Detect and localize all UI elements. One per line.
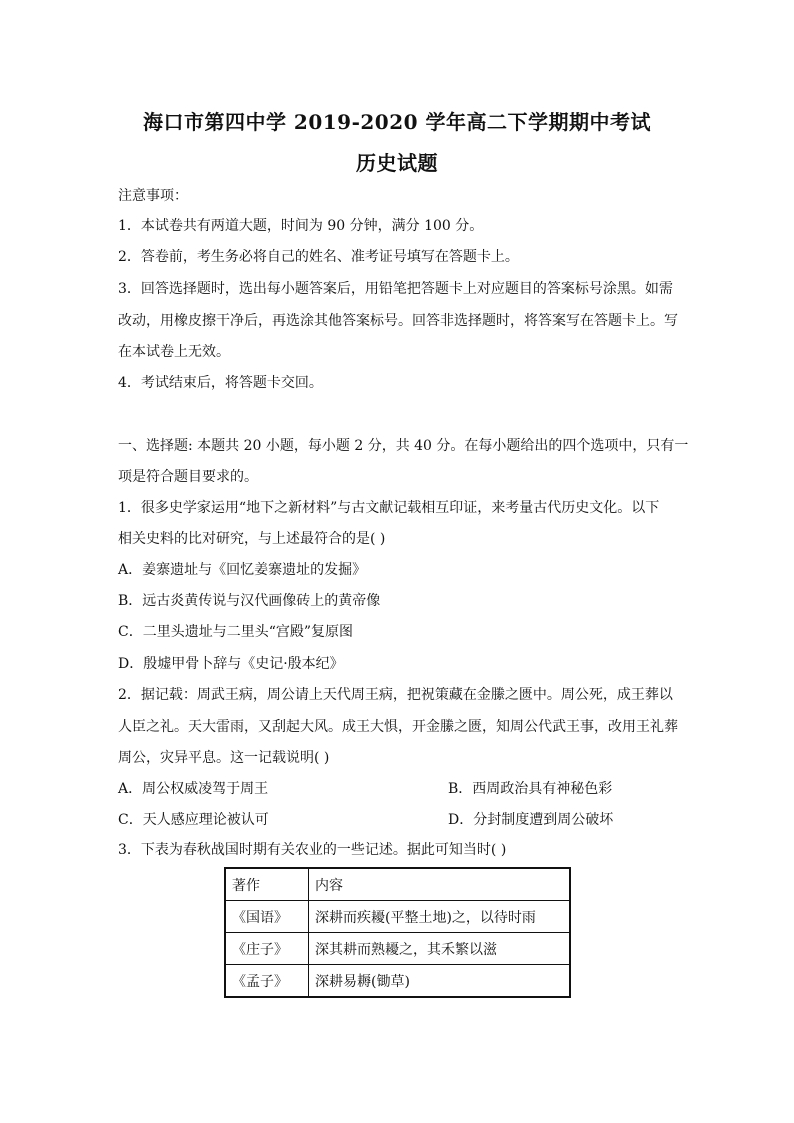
notice-item: 在本试卷上无效。 bbox=[118, 344, 230, 360]
exam-subtitle: 历史试题 bbox=[356, 151, 438, 175]
table-cell: 《孟子》 bbox=[225, 965, 309, 998]
agriculture-records-table bbox=[224, 867, 571, 998]
question-1-option-b: B．远古炎黄传说与汉代画像砖上的黄帝像 bbox=[118, 593, 381, 609]
question-1-option-d: D．殷墟甲骨卜辞与《史记·殷本纪》 bbox=[118, 656, 344, 672]
table-cell: 《庄子》 bbox=[225, 933, 309, 965]
question-1-stem-cont: 相关史料的比对研究，与上述最符合的是( ) bbox=[118, 531, 386, 547]
question-2-option-c: C．天人感应理论被认可 bbox=[118, 812, 269, 828]
notice-item: 3．回答选择题时，选出每小题答案后，用铅笔把答题卡上对应题目的答案标号涂黑。如需 bbox=[118, 281, 673, 297]
table-cell: 深耕易耨(锄草) bbox=[309, 965, 571, 998]
question-2-option-b: B．西周政治具有神秘色彩 bbox=[448, 781, 613, 797]
table-cell: 《国语》 bbox=[225, 901, 309, 933]
question-2-stem-cont: 人臣之礼。天大雷雨，又刮起大风。成王大惧，开金縢之匮，知周公代武王事，改用王礼葬 bbox=[118, 719, 678, 735]
notice-item: 2．答卷前，考生务必将自己的姓名、准考证号填写在答题卡上。 bbox=[118, 249, 519, 265]
table-header-row bbox=[225, 868, 570, 901]
table-cell: 深其耕而熟耰之，其禾繁以滋 bbox=[309, 933, 571, 965]
notice-item: 改动，用橡皮擦干净后，再选涂其他答案标号。回答非选择题时，将答案写在答题卡上。写 bbox=[118, 313, 678, 329]
table-row bbox=[225, 965, 570, 998]
table-header-cell: 著作 bbox=[225, 868, 309, 901]
question-2-stem-cont: 周公，灾异平息。这一记载说明( ) bbox=[118, 750, 330, 766]
notice-heading: 注意事项： bbox=[118, 188, 188, 204]
table-header-cell: 内容 bbox=[309, 868, 571, 901]
question-1-option-a: A．姜寨遗址与《回忆姜寨遗址的发掘》 bbox=[118, 562, 367, 578]
table-cell: 深耕而疾耰(平整土地)之，以待时雨 bbox=[309, 901, 571, 933]
question-1-option-c: C．二里头遗址与二里头“宫殿”复原图 bbox=[118, 624, 354, 640]
notice-item: 1．本试卷共有两道大题，时间为 90 分钟，满分 100 分。 bbox=[118, 218, 484, 234]
question-2-stem: 2．据记载：周武王病，周公请上天代周王病，把祝策藏在金縢之匮中。周公死，成王葬以 bbox=[118, 687, 673, 703]
table-row bbox=[225, 933, 570, 965]
notice-item: 4．考试结束后，将答题卡交回。 bbox=[118, 375, 323, 391]
section-heading: 一、选择题: 本题共 20 小题，每小题 2 分，共 40 分。在每小题给出的四个选项中，只有一 bbox=[118, 438, 689, 454]
question-1-stem: 1．很多史学家运用“地下之新材料”与古文献记载相互印证，来考量古代历史文化。以下 bbox=[118, 500, 660, 516]
question-2-option-a: A．周公权威凌驾于周王 bbox=[118, 781, 269, 797]
question-2-option-d: D．分封制度遭到周公破坏 bbox=[448, 812, 614, 828]
question-3-stem: 3．下表为春秋战国时期有关农业的一些记述。据此可知当时( ) bbox=[118, 842, 507, 858]
exam-title: 海口市第四中学 2019-2020 学年高二下学期期中考试 bbox=[142, 110, 652, 134]
table-row bbox=[225, 901, 570, 933]
section-heading-cont: 项是符合题目要求的。 bbox=[118, 469, 258, 485]
